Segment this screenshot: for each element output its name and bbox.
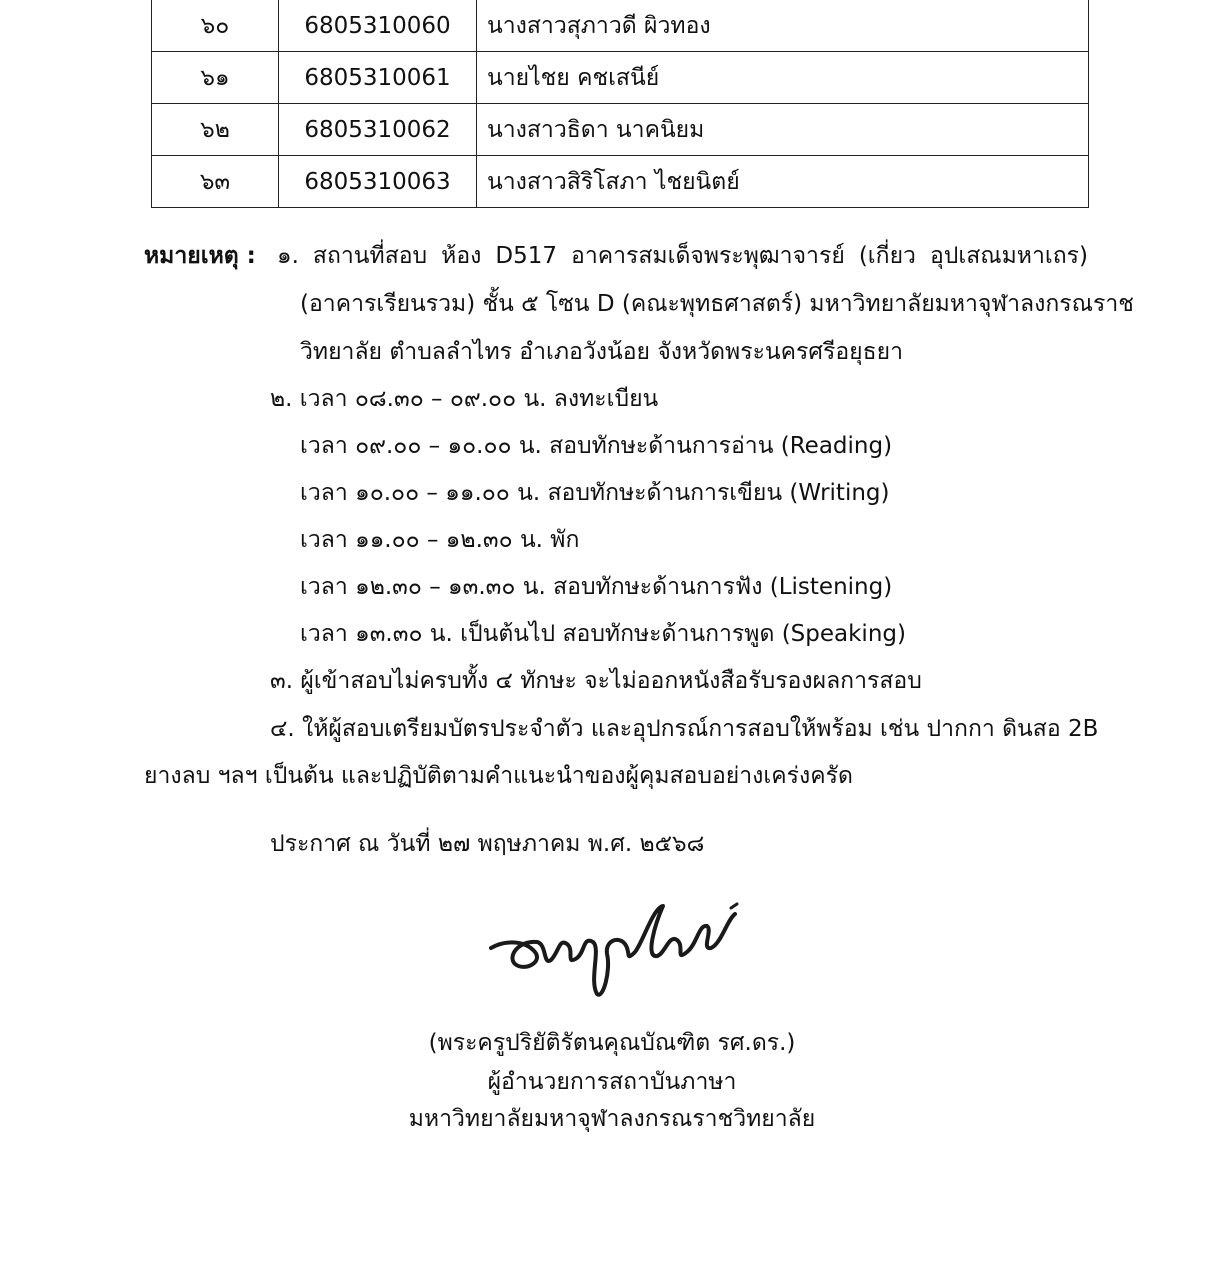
notes-heading: หมายเหตุ : <box>144 243 256 269</box>
note-4-line-2: ยางลบ ฯลฯ เป็นต้น และปฏิบัติตามคำแนะนำของผู้คุมสอบอย่างเคร่งครัด <box>144 763 853 789</box>
note-1-line-2: (อาคารเรียนรวม) ชั้น ๕ โซน D (คณะพุทธศาสตร์) มหาวิทยาลัยมหาจุฬาลงกรณราช <box>300 291 1134 317</box>
student-name: นางสาวธิดา นาคนิยม <box>477 104 1089 156</box>
table-row <box>152 0 1089 52</box>
note-3: ๓. ผู้เข้าสอบไม่ครบทั้ง ๔ ทักษะ จะไม่ออกหนังสือรับรองผลการสอบ <box>270 668 922 694</box>
note-1-line-3: วิทยาลัย ตำบลลำไทร อำเภอวังน้อย จังหวัดพระนครศรีอยุธยา <box>300 339 904 365</box>
note-4-line-1: ๔. ให้ผู้สอบเตรียมบัตรประจำตัว และอุปกรณ์การสอบให้พร้อม เช่น ปากกา ดินสอ 2B <box>270 716 1099 742</box>
signatory-position: ผู้อำนวยการสถาบันภาษา <box>487 1069 737 1095</box>
note-2-line-1: ๒. เวลา ๐๘.๓๐ – ๐๙.๐๐ น. ลงทะเบียน <box>270 386 659 412</box>
note-2-line-3: เวลา ๑๐.๐๐ – ๑๑.๐๐ น. สอบทักษะด้านการเขียน (Writing) <box>300 480 890 506</box>
announcement-date: ประกาศ ณ วันที่ ๒๗ พฤษภาคม พ.ศ. ๒๕๖๘ <box>270 831 705 857</box>
row-number: ๖๒ <box>152 104 279 156</box>
student-id: 6805310062 <box>279 104 477 156</box>
student-name: นายไชย คชเสนีย์ <box>477 52 1089 104</box>
signatory-name: (พระครูปริยัติรัตนคุณบัณฑิต รศ.ดร.) <box>428 1030 796 1056</box>
signature-image <box>485 900 745 1010</box>
table-row <box>152 52 1089 104</box>
note-2-line-5: เวลา ๑๒.๓๐ – ๑๓.๓๐ น. สอบทักษะด้านการฟัง (Listening) <box>300 574 893 600</box>
student-name: นางสาวสิริโสภา ไชยนิตย์ <box>477 156 1089 208</box>
student-name: นางสาวสุภาวดี ผิวทอง <box>477 0 1089 52</box>
signatory-organization: มหาวิทยาลัยมหาจุฬาลงกรณราชวิทยาลัย <box>408 1106 816 1132</box>
student-id: 6805310063 <box>279 156 477 208</box>
table-row <box>152 156 1089 208</box>
row-number: ๖๐ <box>152 0 279 52</box>
table-row <box>152 104 1089 156</box>
row-number: ๖๓ <box>152 156 279 208</box>
note-2-line-6: เวลา ๑๓.๓๐ น. เป็นต้นไป สอบทักษะด้านการพูด (Speaking) <box>300 621 906 647</box>
note-2-line-4: เวลา ๑๑.๐๐ – ๑๒.๓๐ น. พัก <box>300 527 580 553</box>
student-id: 6805310061 <box>279 52 477 104</box>
note-2-line-2: เวลา ๐๙.๐๐ – ๑๐.๐๐ น. สอบทักษะด้านการอ่าน (Reading) <box>300 433 893 459</box>
row-number: ๖๑ <box>152 52 279 104</box>
note-1-line-1: ๑. สถานที่สอบ ห้อง D517 อาคารสมเด็จพระพุฒาจารย์ (เกี่ยว อุปเสณมหาเถร) <box>277 243 1088 269</box>
student-id: 6805310060 <box>279 0 477 52</box>
candidate-table <box>151 0 1089 208</box>
